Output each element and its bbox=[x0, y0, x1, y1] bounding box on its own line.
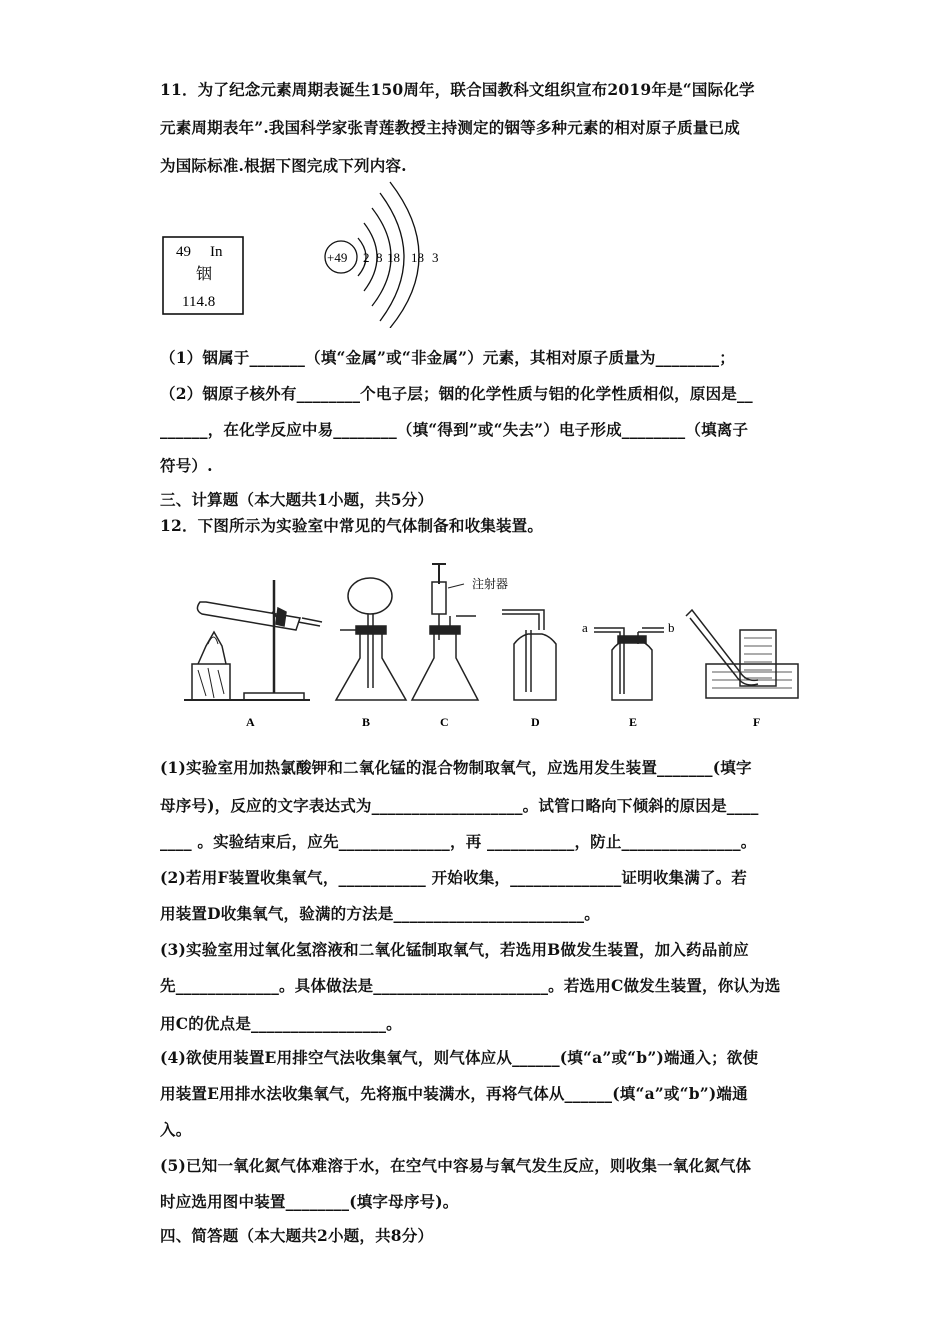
label-c: C bbox=[440, 715, 449, 729]
gas-apparatus-figure bbox=[180, 560, 805, 732]
q12-part-3-line-2: 先_____________。具体做法是______________________。若选用C做发生装置，你认为选 bbox=[160, 976, 781, 995]
gas-bottle-e bbox=[612, 640, 652, 700]
indium-element-card bbox=[162, 236, 246, 316]
syringe-barrel bbox=[432, 582, 446, 614]
q12-part-1-line-3: ____ 。实验结束后，应先______________，再 ___________，防止_______________。 bbox=[160, 832, 757, 851]
indium-atom-structure-diagram bbox=[318, 178, 458, 328]
q12-part-4-line-2: 用装置E用排水法收集氧气，先将瓶中装满水，再将气体从______(填“a”或“b”)端通 bbox=[160, 1084, 748, 1103]
q12-part-2-line-2: 用装置D收集氧气，验满的方法是________________________。 bbox=[160, 904, 600, 923]
q11-line-3: 为国际标准.根据下图完成下列内容. bbox=[160, 156, 407, 175]
q12-part-3-line-1: (3)实验室用过氧化氢溶液和二氧化锰制取氧气，若选用B做发生装置，加入药品前应 bbox=[160, 940, 749, 959]
section-4-heading: 四、简答题（本大题共2小题，共8分） bbox=[160, 1226, 434, 1245]
q12-part-4-line-1: (4)欲使用装置E用排空气法收集氧气，则气体应从______(填“a”或“b”)端通入；欲使 bbox=[160, 1048, 759, 1067]
port-b-label: b bbox=[668, 620, 675, 635]
q11-sub-2-line-1: （2）铟原子核外有________个电子层；铟的化学性质与铝的化学性质相似，原因是__ bbox=[160, 384, 753, 403]
apparatus-c bbox=[412, 564, 478, 700]
gas-bottle-d bbox=[514, 634, 556, 700]
relative-atomic-mass: 114.8 bbox=[182, 294, 216, 310]
q11-sub-2-line-2: ______，在化学反应中易________（填“得到”或“失去”）电子形成________（填离子 bbox=[160, 420, 749, 439]
port-a-label: a bbox=[582, 620, 588, 635]
apparatus-b bbox=[336, 578, 406, 700]
nucleus-charge: +49 bbox=[327, 250, 348, 265]
funnel-bulb bbox=[348, 578, 392, 614]
conical-flask-c bbox=[412, 634, 478, 700]
q11-line-1: 11．为了纪念元素周期表诞生150周年，联合国教科文组织宣布2019年是“国际化学 bbox=[160, 80, 755, 99]
apparatus-d bbox=[502, 610, 556, 700]
q12-part-5-line-1: (5)已知一氧化氮气体难溶于水，在空气中容易与氧气发生反应，则收集一氧化氮气体 bbox=[160, 1156, 752, 1175]
shell-electrons-1: 2 bbox=[363, 250, 370, 265]
stand-base bbox=[244, 693, 304, 700]
q11-sub-2-line-3: 符号）. bbox=[160, 456, 213, 475]
section-3-heading: 三、计算题（本大题共1小题，共5分） bbox=[160, 490, 434, 509]
shell-electrons-2: 8 bbox=[376, 250, 383, 265]
q12-intro: 12．下图所示为实验室中常见的气体制备和收集装置。 bbox=[160, 516, 544, 535]
q12-part-5-line-2: 时应选用图中装置________(填字母序号)。 bbox=[160, 1192, 459, 1211]
label-e: E bbox=[629, 715, 638, 729]
q11-line-2: 元素周期表年”.我国科学家张青莲教授主持测定的铟等多种元素的相对原子质量已成 bbox=[160, 118, 740, 137]
label-a: A bbox=[246, 715, 255, 729]
label-d: D bbox=[531, 715, 540, 729]
q12-part-4-line-3: 入。 bbox=[160, 1120, 192, 1139]
shell-electrons-5: 3 bbox=[432, 250, 439, 265]
shell-electrons-3: 18 bbox=[387, 250, 400, 265]
apparatus-f bbox=[686, 610, 798, 698]
apparatus-e bbox=[594, 628, 664, 700]
label-f: F bbox=[753, 715, 761, 729]
syringe-label: 注射器 bbox=[472, 577, 509, 591]
atomic-number: 49 bbox=[176, 244, 191, 260]
q12-part-1-line-2: 母序号)，反应的文字表达式为___________________。试管口略向下倾斜的原因是____ bbox=[160, 796, 759, 815]
element-name: 铟 bbox=[196, 266, 213, 283]
label-b: B bbox=[362, 715, 371, 729]
element-symbol: In bbox=[210, 244, 223, 260]
water-trough bbox=[706, 664, 798, 698]
q12-part-2-line-1: (2)若用F装置收集氧气，___________ 开始收集，______________证明收集满了。若 bbox=[160, 868, 748, 887]
shell-electrons-4: 18 bbox=[411, 250, 424, 265]
apparatus-a bbox=[184, 580, 322, 700]
q12-part-1-line-1: (1)实验室用加热氯酸钾和二氧化锰的混合物制取氧气，应选用发生装置_______(填字 bbox=[160, 758, 752, 777]
q12-part-3-line-3: 用C的优点是_________________。 bbox=[160, 1014, 402, 1033]
q11-sub-1: （1）铟属于_______（填“金属”或“非金属”）元素，其相对原子质量为________； bbox=[160, 348, 735, 367]
flame-holder bbox=[198, 632, 226, 664]
conical-flask-b bbox=[336, 634, 406, 700]
